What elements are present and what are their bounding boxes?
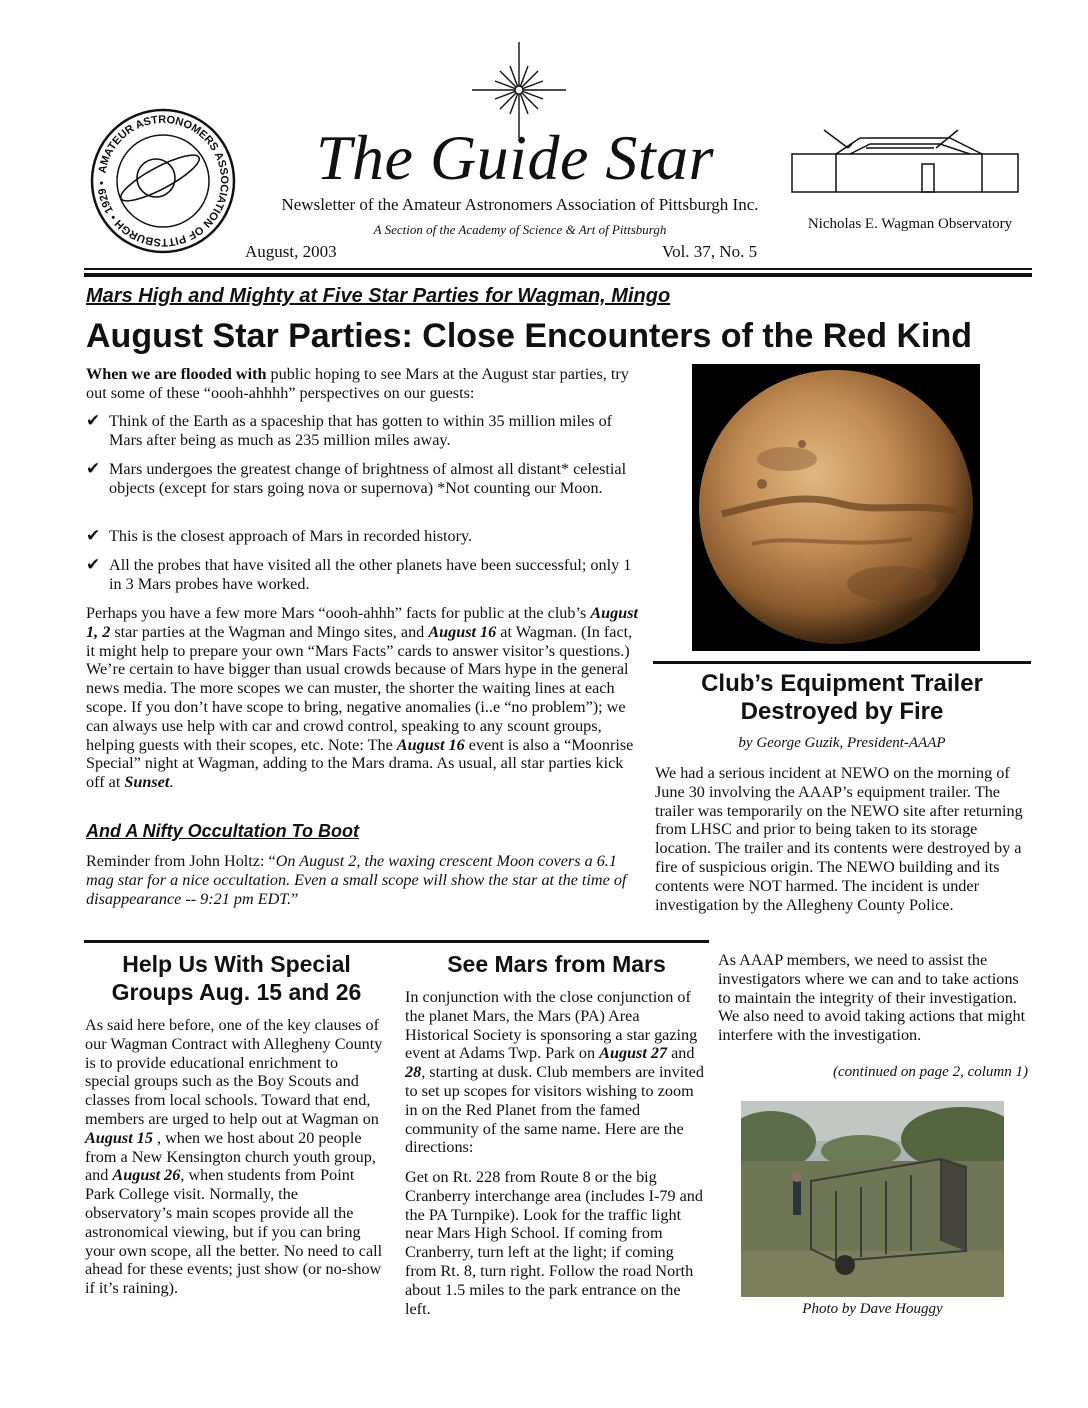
text-run: , starting at dusk. Club members are invited to set up scopes for visitors wishing to zoom in on the Red Planet from the famed community of the same name. Here are the directions: [405,1063,704,1157]
bullet-text: Think of the Earth as a spaceship that has gotten to within 35 million miles of Mars after being as much as 235 million miles away. [109,412,613,449]
check-mark-icon: ✔ [86,555,101,574]
mars-from-mars-paragraph [405,988,705,1157]
trailer-byline: by George Guzik, President-AAAP [738,735,946,751]
mars-from-mars-headline: See Mars from Mars [447,951,666,977]
date-emphasis: August 16 [396,735,465,754]
groups-paragraph [85,1016,385,1298]
quote-text: On August 2, the waxing crescent Moon covers a 6.1 mag star for a nice occultation. Even a small scope will show the star at the time of disappearance -- 9:21 pm EDT. [86,852,627,908]
text-run: Perhaps you have a few more Mars “oooh-ahhh” facts for public at the club’s [86,604,591,622]
text-run: In conjunction with the close conjunction of the planet Mars, the Mars (PA) Area Historical Society is sponsoring a star gazing event at Adams Twp. Park on [405,988,698,1063]
svg-text:AMATEUR ASTRONOMERS ASSOCIATIO: AMATEUR ASTRONOMERS ASSOCIATION OF PITTSBURGH • 1929 • [95,113,231,249]
groups-headline [84,950,389,1006]
masthead-rule-thick [84,273,1032,277]
trailer-headline [653,670,1031,726]
text-run: Reminder from John Holtz: “ [86,852,276,870]
list-item [86,412,641,450]
headline-line: Help Us With Special [122,951,351,977]
section-rule [653,661,1031,664]
article-headline: August Star Parties: Close Encounters of the Red Kind [86,317,973,355]
directions-paragraph: Get on Rt. 228 from Route 8 or the big Cranberry interchange area (includes I-79 and the PA Turnpike). Look for the traffic light near Mars High School. If coming from Cranberry, turn left at the light; if coming from Rt. 8, turn right. Follow the road North about 1.5 miles to the park entrance on the left. [405,1168,703,1318]
headline-line: Club’s Equipment Trailer [701,670,983,697]
mars-photo [692,364,980,651]
text-run: . [169,773,174,792]
issue-volume: Vol. 37, No. 5 [662,242,758,261]
issue-date: August, 2003 [245,242,337,261]
date-emphasis: August 16 [428,622,497,641]
photo-credit: Photo by Dave Houggy [802,1301,943,1317]
list-item [86,527,641,546]
trailer-continued-paragraph: As AAAP members, we need to assist the investigators where we can and to take actions to maintain the integrity of their investigation. We also need to avoid taking actions that might interfere with the investigation. [718,951,1026,1045]
check-mark-icon: ✔ [86,526,101,545]
date-emphasis: August 27 [599,1044,668,1063]
text-run: , when students from Point Park College visit. Normally, the observatory’s main scopes provide all the astronomical viewing, but if you can bring your own scope, all the better. No need to call ahead for these events; just show (or no-show if it’s raining). [85,1166,383,1298]
newsletter-title: The Guide Star [315,122,715,193]
list-item [86,460,641,498]
trailer-paragraph: We had a serious incident at NEWO on the morning of June 30 involving the AAAP’s equipment trailer. The trailer was temporarily on the NEWO site after returning from LHSC and prior to being taken to its storage location. The trailer and its contents were destroyed by a fire of suspicious origin. The NEWO building and its contents were NOT harmed. The incident is under investigation by the Allegheny County Police. [655,764,1023,914]
observatory-drawing-icon [790,128,1022,196]
headline-line: Groups Aug. 15 and 26 [111,979,362,1005]
list-item [86,556,641,594]
bullet-text: Mars undergoes the greatest change of brightness of almost all distant* celestial objects (except for stars going nova or supernova) *Not counting our Moon. [109,460,627,497]
sunset-emphasis: Sunset [124,773,170,792]
burned-trailer-photo [741,1101,1004,1297]
occultation-subheading: And A Nifty Occultation To Boot [86,821,359,841]
lead-rest: public hoping to see Mars at the August star parties, try out some of these “oooh-ahhhh” perspectives on our guests: [86,365,629,402]
date-emphasis: 28 [405,1063,422,1082]
headline-line: Destroyed by Fire [740,698,944,725]
association-seal-icon [90,108,236,254]
text-run: ” [291,889,299,908]
text-run: event is also a “Moonrise Special” night at Wagman, adding to the Mars drama. As usual, all star parties kick off at [86,735,634,792]
bullet-text: This is the closest approach of Mars in recorded history. [109,527,473,545]
newsletter-subtitle: Newsletter of the Amateur Astronomers Association of Pittsburgh Inc. [281,195,759,214]
check-mark-icon: ✔ [86,411,101,430]
masthead-rule [84,268,1032,270]
article-lead [86,365,636,403]
section-rule [84,940,709,943]
article-paragraph [86,604,641,792]
text-run: and [667,1044,695,1063]
date-emphasis: August 15 [85,1128,153,1147]
continued-note: (continued on page 2, column 1) [833,1064,1028,1080]
text-run: star parties at the Wagman and Mingo sites, and [110,622,429,641]
occultation-paragraph [86,852,641,908]
date-emphasis: August 1, 2 [86,604,639,641]
date-emphasis: August 26 [112,1166,181,1185]
section-line: A Section of the Academy of Science & Art of Pittsburgh [373,222,667,237]
article-kicker: Mars High and Mighty at Five Star Parties for Wagman, Mingo [86,285,671,307]
check-mark-icon: ✔ [86,459,101,478]
text-run: As said here before, one of the key clauses of our Wagman Contract with Allegheny County is to provide educational enrichment to special groups such as the Boy Scouts and classes from local schools. Toward that end, members are urged to help out at Wagman on [85,1016,383,1128]
text-run: at Wagman. (In fact, it might help to prepare your own “Mars Facts” cards to answer visitor’s questions.) We’re certain to have bigger than usual crowds because of Mars hype in the general news media. The more scopes we can muster, the shorter the waiting lines at each scope. If you don’t have scope to bring, negative anomalies (i..e “no problem”); we can always use help with car and crowd control, speaking to any scount groups, helping guests with their scopes, etc. Note: The [86,622,633,754]
observatory-caption: Nicholas E. Wagman Observatory [807,216,1013,232]
lead-bold: When we are flooded with [86,365,267,383]
text-run: , when we host about 20 people from a New Kensington church youth group, and [85,1128,376,1185]
bullet-text: All the probes that have visited all the other planets have been successful; only 1 in 3 Mars probes have worked. [109,556,632,593]
